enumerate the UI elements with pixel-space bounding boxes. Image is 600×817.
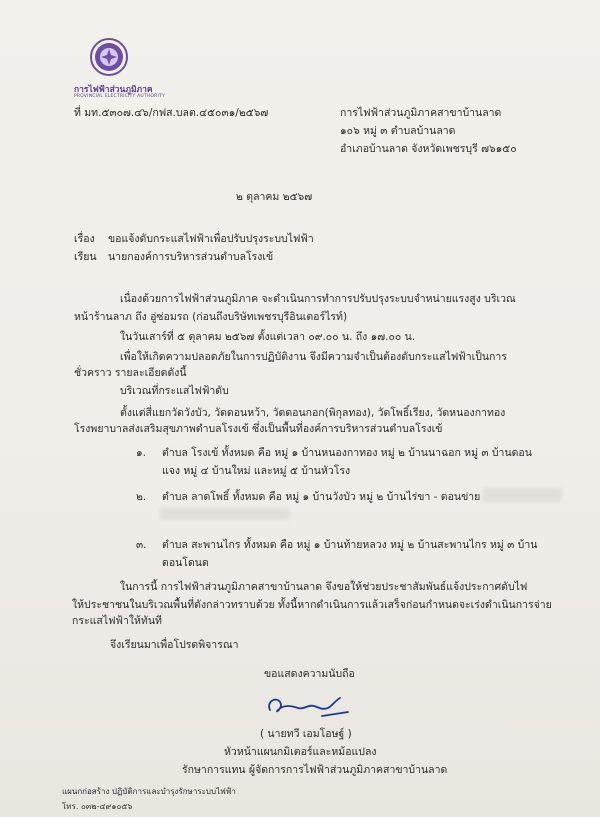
signatory-acting-position: รักษาการแทน ผู้จัดการการไฟฟ้าส่วนภูมิภาคสาขาบ้านลาด: [182, 764, 448, 776]
redacted-area: [482, 488, 562, 502]
salutation: ขอแสดงความนับถือ: [264, 668, 355, 680]
footer-phone: โทร. ๐๓๒-๔๙๑๐๕๖: [62, 802, 133, 811]
paragraph-1-line-1: เนื่องด้วยการไฟฟ้าส่วนภูมิภาค จะดำเนินการทำการปรับปรุงระบบจำหน่ายแรงสูง บริเวณ: [120, 293, 516, 305]
paragraph-5-line-2: ให้ประชาชนในบริเวณพื้นที่ดังกล่าวทราบด้วย ทั้งนี้หากดำเนินการแล้วเสร็จก่อนกำหนดจะเร่งดำเนินการจ่าย: [72, 599, 552, 611]
letter-date: ๒ ตุลาคม ๒๕๖๗: [236, 191, 313, 203]
outage-date-time: ในวันเสาร์ที่ ๕ ตุลาคม ๒๕๖๗ ตั้งแต่เวลา ๐๙.๐๐ น. ถึง ๑๗.๐๐ น.: [120, 331, 416, 343]
paragraph-5-line-3: กระแสไฟฟ้าให้ทันที: [72, 615, 162, 627]
paragraph-3-line-1: เพื่อให้เกิดความปลอดภัยในการปฏิบัติงาน จึงมีความจำเป็นต้องดับกระแสไฟฟ้าเป็นการ: [120, 351, 507, 363]
item-3-number: ๓.: [136, 539, 147, 551]
item-2-line-1: ตำบล ลาดโพธิ์ ทั้งหมด คือ หมู่ ๑ บ้านวังบัว หมู่ ๒ บ้านไร่ขา - ดอนข่าย: [162, 491, 481, 503]
recipient-label: เรียน: [74, 251, 97, 263]
item-3-line-2: ดอนโดนด: [162, 557, 209, 569]
signatory-position: หัวหน้าแผนกมิเตอร์และหม้อแปลง: [224, 746, 377, 758]
signature-image: [262, 688, 352, 722]
footer-department: แผนกก่อสร้าง ปฏิบัติการและบำรุงรักษาระบบไฟฟ้า: [62, 787, 236, 796]
paragraph-4-line-1: ตั้งแต่สี่แยกวัดวังบัว, วัดดอนหว้า, วัดดอนกอก(พิกุลทอง), วัดโพธิ์เรียง, วัดหนองกาทอง: [120, 407, 506, 419]
area-heading: บริเวณที่กระแสไฟฟ้าดับ: [120, 385, 229, 397]
sender-address-line3: อำเภอบ้านลาด จังหวัดเพชรบุรี ๗๖๑๕๐: [340, 143, 517, 155]
paragraph-1-line-2: หน้าร้านลาภ ถึง อู่ซ่อมรถ (ก่อนถึงบริษัทเพชรบุรีอินเตอร์ไรท์): [74, 311, 348, 323]
reference-number: ที่ มท.๕๓๐๗.๔๖/กฟส.บลต.๔๕๐๓๑/๒๕๖๗: [74, 107, 269, 119]
paragraph-5-line-1: ในการนี้ การไฟฟ้าส่วนภูมิภาคสาขาบ้านลาด จึงขอให้ช่วยประชาสัมพันธ์แจ้งประกาศดับไฟ: [120, 581, 528, 593]
paragraph-3-line-2: ชั่วคราว รายละเอียดดังนี้: [74, 367, 187, 379]
item-3-line-1: ตำบล สะพานไกร ทั้งหมด คือ หมู่ ๑ บ้านท้ายหลวง หมู่ ๒ บ้านสะพานไกร หมู่ ๓ บ้าน: [162, 539, 538, 551]
signatory-name: ( นายทวี เอมโอษฐ์ ): [260, 728, 352, 740]
subject-label: เรื่อง: [74, 233, 95, 245]
sender-address-line1: การไฟฟ้าส่วนภูมิภาคสาขาบ้านลาด: [340, 107, 502, 119]
paragraph-4-line-2: โรงพยาบาลส่งเสริมสุขภาพตำบลโรงเข้ ซึ่งเป็นพื้นที่องค์การบริหารส่วนตำบลโรงเข้: [74, 423, 443, 435]
org-name-th: การไฟฟ้าส่วนภูมิภาค: [74, 85, 153, 95]
org-name-en: PROVINCIAL ELECTRICITY AUTHORITY: [74, 94, 165, 99]
item-2-number: ๒.: [136, 491, 147, 503]
recipient-text: นายกองค์การบริหารส่วนตำบลโรงเข้: [108, 251, 274, 263]
item-1-line-1: ตำบล โรงเข้ ทั้งหมด คือ หมู่ ๑ บ้านหนองกาทอง หมู่ ๒ บ้านนาฉอก หมู่ ๓ บ้านดอน: [162, 447, 532, 459]
item-1-number: ๑.: [136, 447, 147, 459]
item-1-line-2: แจง หมู่ ๔ บ้านใหม่ และหมู่ ๕ บ้านหัวโรง: [162, 465, 351, 477]
pea-logo-icon: [90, 38, 128, 76]
subject-text: ขอแจ้งดับกระแสไฟฟ้าเพื่อปรับปรุงระบบไฟฟ้า: [108, 233, 314, 245]
sender-address-line2: ๑๐๖ หมู่ ๓ ตำบลบ้านลาด: [340, 125, 456, 137]
closing-request: จึงเรียนมาเพื่อโปรดพิจารณา: [110, 639, 239, 651]
redacted-area: [160, 508, 290, 520]
